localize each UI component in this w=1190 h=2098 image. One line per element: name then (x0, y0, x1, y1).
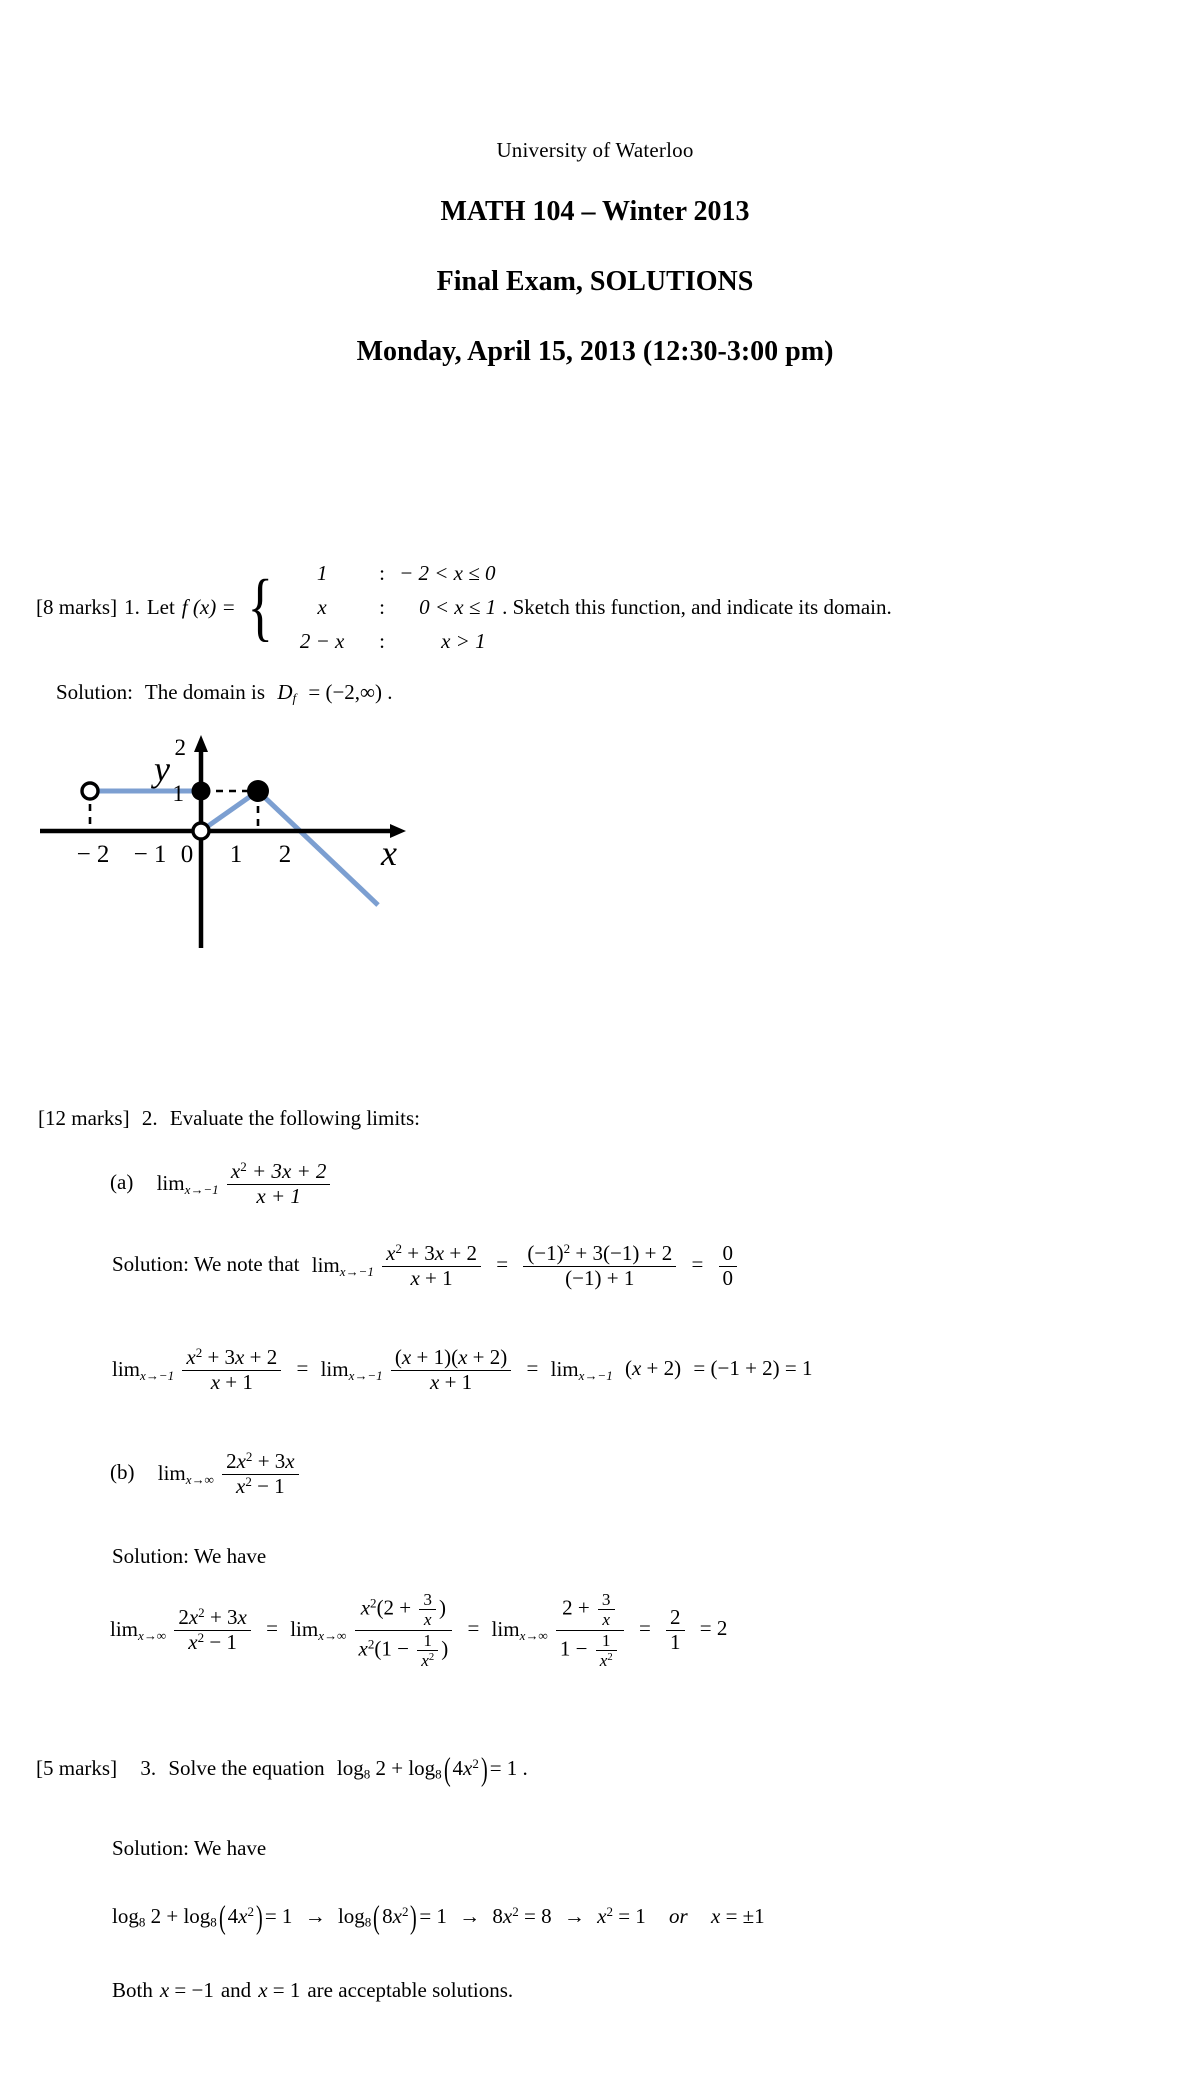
q2b-numerator: $2x^2 + 3x$ (226, 1449, 295, 1474)
q1-solution-text: The domain is (144, 680, 266, 704)
q2b-factored-fraction: $x^2(2$ + $\frac{3}{x}$ ) $x^2(1$ − $\frac{1}{x^2}$ ) (355, 1590, 453, 1670)
q1-instruction: . Sketch this function, and indicate its domain. (502, 594, 892, 619)
closed-circle-at-0-1 (192, 782, 211, 801)
q3-marks: [5 marks] (36, 1755, 118, 1780)
y-axis-arrow (194, 735, 208, 752)
q1-lead: Let (146, 594, 175, 619)
q3-step-3: $8x^2 = 8$ (492, 1903, 552, 1928)
y-tick-1: 1 (172, 781, 184, 806)
q2-prompt: Evaluate the following limits: (169, 1106, 421, 1130)
lim-subscript: x→−1 (184, 1181, 219, 1197)
x-tick-one: 1 (229, 841, 243, 868)
q2-marks: [12 marks] (38, 1106, 130, 1130)
q2a-denominator: x + 1 (227, 1184, 331, 1209)
lim-subscript: x→∞ (185, 1471, 214, 1487)
q2a-lim-5: limx→−1 (550, 1356, 613, 1383)
y-tick-2: 2 (174, 735, 186, 760)
case-colon: : (379, 561, 386, 585)
inner-frac-3-over-x-2: $\frac{3}{x}$ (598, 1590, 615, 1630)
q3-step-5: x = ±1 (710, 1903, 765, 1928)
graph-svg (40, 733, 420, 968)
q2a-limit-operator-2: limx→−1 (311, 1252, 374, 1279)
q2a-lim-3: limx→−1 (112, 1356, 175, 1383)
q2-part-b-solution-label: Solution: We have (112, 1544, 267, 1568)
case-row-1 (279, 556, 496, 590)
case-expr: 2 − x (299, 629, 345, 654)
case-expr: 1 (316, 561, 328, 585)
lim-text: lim (157, 1460, 186, 1485)
q3-or-word: or (669, 1903, 688, 1928)
q3-equation: $\log_8 2 + \log_8(4x^2)= 1$ . (336, 1752, 528, 1788)
q3-solution-label: Solution: We have (112, 1836, 267, 1860)
q2a-fraction-repeat: $\frac{x^2 + 3x + 2}{x + 1}$ (182, 1346, 281, 1394)
q2-number: 2. (141, 1106, 158, 1130)
q1-marks: [8 marks] (36, 594, 118, 619)
q2b-lim-1: limx→∞ (110, 1616, 167, 1643)
case-condition: 0 < x ≤ 1 (419, 595, 497, 620)
case-brace-icon: { (247, 564, 273, 649)
x-tick-zero: 0 (180, 841, 194, 868)
q1-function-notation: f (x) = (181, 594, 236, 619)
x-tick-two: 2 (278, 841, 292, 868)
q2a-numerator: $x^2 + 3x + 2$ (230, 1159, 327, 1184)
q2b-limit-operator (158, 1461, 214, 1488)
question-2-header (38, 1106, 420, 1131)
q2a-original-fraction: $\frac{x^2 + 3x + 2}{x + 1}$ (382, 1242, 481, 1290)
q1-solution-line (56, 680, 393, 706)
q2a-substituted-fraction: $\frac{(-1)^2 + 3(-1) + 2}{(-1) + 1}$ (523, 1242, 676, 1290)
q2-part-a-solution-line2: limx→−1 $\frac{x^2 + 3x + 2}{x + 1}$ = limx→−1 $\frac{(x + 1)(x + 2)}{x + 1}$ = limx→−1 (x + 2) = (−1 + 2) = 1 (112, 1345, 813, 1394)
q2b-fraction-repeat: $\frac{2x^2 + 3x}{x^2 - 1}$ (174, 1606, 251, 1654)
q3-step-2: $\log_8(8x^2)= 1$ (337, 1900, 447, 1936)
q1-domain-value: = (−2,∞) . (308, 680, 393, 704)
case-expr: x (317, 595, 327, 620)
segment-two-minus-x (258, 791, 378, 905)
q1-number: 1. (124, 594, 140, 619)
q2a-indeterminate-form: $\frac{0}{0}$ (719, 1242, 738, 1290)
lim-text: lim (156, 1170, 185, 1195)
piecewise-function-graph (40, 733, 420, 968)
case-row-2 (279, 590, 496, 624)
q3-step-4: $x^2 = 1$ (597, 1903, 646, 1928)
x-axis-label: x (381, 833, 397, 873)
case-row-3 (279, 624, 496, 658)
y-axis-label: y (154, 749, 170, 789)
case-colon: : (379, 595, 386, 620)
q2-part-b-solution-chain: limx→∞ $\frac{2x^2 + 3x}{x^2 - 1}$ = limx→∞ $x^2(2$ + $\frac{3}{x}$ ) $x^2(1$ − $\frac{1}{x^2}$ ) = limx→∞ 2 + $\frac{3}{x}$ 1 − $\frac{1}{x^2}$ = $\frac{2}{1}$ = 2 (110, 1590, 728, 1670)
q2-part-a-statement (110, 1160, 333, 1208)
case-condition: − 2 < x ≤ 0 (399, 561, 496, 585)
inner-frac-1-over-x2: $\frac{1}{x^2}$ (417, 1631, 438, 1671)
exam-title: Final Exam, SOLUTIONS (436, 266, 754, 297)
q1-solution-label: Solution: (56, 680, 134, 704)
q2a-factored-fraction: $\frac{(x + 1)(x + 2)}{x + 1}$ (391, 1346, 511, 1394)
q2b-final-fraction: $\frac{2}{1}$ (666, 1606, 685, 1654)
q2a-solution-label: Solution: We note that (112, 1251, 300, 1276)
course-title: MATH 104 – Winter 2013 (440, 196, 750, 227)
exam-date-line: Monday, April 15, 2013 (12:30-3:00 pm) (356, 336, 834, 367)
q1-piecewise-cases (279, 556, 496, 658)
open-circle-at-minus2 (82, 783, 98, 799)
q3-solution-chain: $\log_8 2 + \log_8(4x^2)= 1 \to \log_8(8x^2)= 1 \to 8x^2 = 8 \to x^2 = 1$ or x = ±1 (112, 1900, 765, 1936)
q2b-label: (b) (110, 1459, 135, 1484)
question-1 (36, 556, 1156, 658)
q2a-fraction (227, 1160, 331, 1208)
inner-frac-1-over-x2-2: $\frac{1}{x^2}$ (596, 1631, 617, 1671)
q2b-final-value: = 2 (699, 1615, 728, 1640)
q3-number: 3. (140, 1755, 157, 1780)
exam-solutions-page (0, 138, 1190, 2098)
q2-part-b-statement (110, 1450, 302, 1498)
open-circle-at-origin (193, 823, 209, 839)
q2b-fraction (222, 1450, 299, 1498)
q2a-lim-4: limx→−1 (320, 1356, 383, 1383)
x-tick-minus1: − 1 (133, 841, 167, 868)
q2b-reduced-fraction: 2 + $\frac{3}{x}$ 1 − $\frac{1}{x^2}$ (556, 1590, 624, 1670)
q3-prompt: Solve the equation (168, 1755, 325, 1780)
q2a-simplified: (x + 2) (624, 1355, 682, 1380)
q2a-label: (a) (110, 1169, 134, 1194)
q1-domain-subscript: f (292, 690, 297, 706)
closed-circle-at-1-1 (247, 780, 269, 802)
q2a-limit-operator (157, 1171, 219, 1198)
x-tick-minus2: − 2 (76, 841, 110, 868)
q2b-denominator: $x^2 - 1$ (222, 1474, 299, 1499)
q2b-lim-2: limx→∞ (290, 1616, 347, 1643)
q2b-lim-3: limx→∞ (491, 1616, 548, 1643)
case-colon: : (379, 629, 386, 654)
university-name: University of Waterloo (496, 138, 694, 162)
q2a-final-eval: = (−1 + 2) = 1 (693, 1355, 813, 1380)
q1-domain-symbol: D (277, 680, 293, 704)
q3-final-statement: Both x = −1 and x = 1 are acceptable solutions. (112, 1978, 514, 2002)
inner-frac-3-over-x: $\frac{3}{x}$ (419, 1590, 436, 1630)
q3-step-1: $\log_8 2 + \log_8(4x^2)= 1$ (112, 1900, 293, 1936)
q2-part-a-solution-line1: Solution: We note that limx→−1 $\frac{x^2 + 3x + 2}{x + 1}$ = $\frac{(-1)^2 + 3(-1) + 2}{(-1) + 1}$ = $\frac{0}{0}$ (112, 1242, 740, 1290)
case-condition: x > 1 (441, 629, 486, 654)
question-3-header (36, 1752, 528, 1789)
